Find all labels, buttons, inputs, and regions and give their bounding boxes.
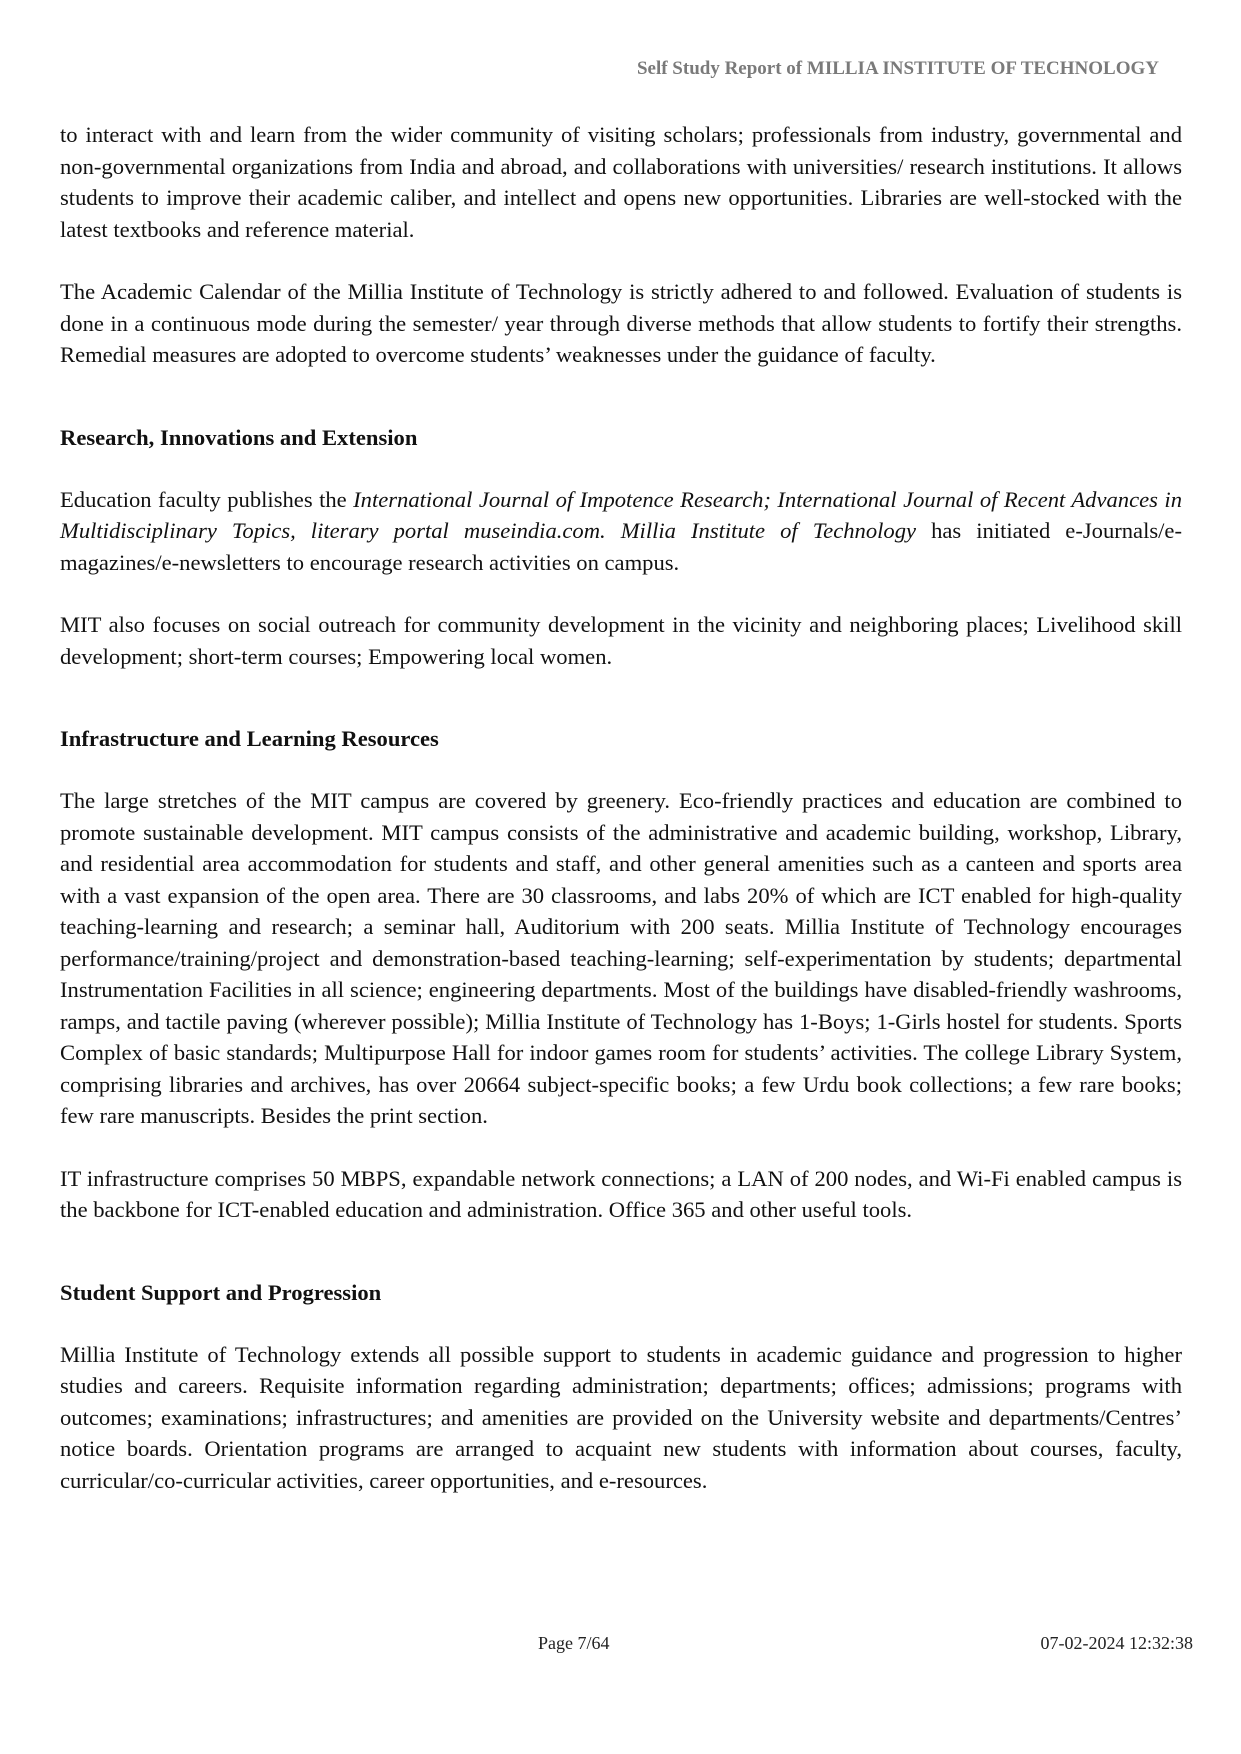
intro-paragraph-2: The Academic Calendar of the Millia Institute of Technology is strictly adhered to and followed. Evaluation of students is done in a continuous mode during the semester/ year through diverse methods that allow students to fortify their strengths. Remedial measures are adopted to overcome students’ weaknesses under the guidance of faculty.: [60, 279, 1182, 367]
student-support-paragraph-1: Millia Institute of Technology extends all possible support to students in academic guidance and progression to higher studies and careers. Requisite information regarding administration; departments; offices; admissions; programs with outcomes; examinations; infrastructures; and amenities are provided on the University website and departments/Centres’ notice boards. Orientation programs are arranged to acquaint new students with information about courses, faculty, curricular/co-curricular activities, career opportunities, and e-resources.: [60, 1341, 1182, 1493]
infrastructure-paragraph-2: IT infrastructure comprises 50 MBPS, expandable network connections; a LAN of 200 nodes, and Wi-Fi enabled campus is the backbone for ICT-enabled education and administration. Office 365 and other useful tools.: [60, 1165, 1182, 1222]
research-paragraph-1-tail: has initiated e-Journals/e-magazines/e-newsletters to encourage research activities on campus.: [60, 518, 1182, 575]
page-header-title: Self Study Report of MILLIA INSTITUTE OF TECHNOLOGY: [636, 58, 1159, 79]
research-paragraph-2: MIT also focuses on social outreach for community development in the vicinity and neighboring places; Livelihood skill development; short-term courses; Empowering local women.: [60, 612, 1182, 669]
page-number: Page 7/64: [538, 1633, 610, 1653]
footer-timestamp: 07-02-2024 12:32:38: [1040, 1633, 1193, 1653]
document-body: [60, 119, 1182, 1496]
research-paragraph-1-lead: Education faculty publishes the: [60, 486, 354, 512]
infrastructure-paragraph-1: The large stretches of the MIT campus are covered by greenery. Eco-friendly practices and education are combined to promote sustainable development. MIT campus consists of the administrative and academic building, workshop, Library, and residential area accommodation for students and staff, and other general amenities such as a canteen and sports area with a vast expansion of the open area. There are 30 classrooms, and labs 20% of which are ICT enabled for high-quality teaching-learning and research; a seminar hall, Auditorium with 200 seats. Millia Institute of Technology encourages performance/training/project and demonstration-based teaching-learning; self-experimentation by students; departmental Instrumentation Facilities in all science; engineering departments. Most of the buildings have disabled-friendly washrooms, ramps, and tactile paving (wherever possible); Millia Institute of Technology has 1-Boys; 1-Girls hostel for students. Sports Complex of basic standards; Multipurpose Hall for indoor games room for students’ activities. The college Library System, comprising libraries and archives, has over 20664 subject-specific books; a few Urdu book collections; a few rare books; few rare manuscripts. Besides the print section.: [60, 788, 1182, 1128]
section-heading-infrastructure: Infrastructure and Learning Resources: [60, 726, 439, 751]
section-heading-student-support: Student Support and Progression: [60, 1279, 382, 1305]
intro-paragraph-1: to interact with and learn from the wider community of visiting scholars; professionals from industry, governmental and non-governmental organizations from India and abroad, and collaborations with universities/ research institutions. It allows students to improve their academic caliber, and intellect and opens new opportunities. Libraries are well-stocked with the latest textbooks and reference material.: [60, 122, 1182, 242]
section-heading-research: Research, Innovations and Extension: [60, 424, 418, 450]
journal-titles: International Journal of Impotence Research; International Journal of Recent Advances in Multidisciplinary Topics, literary portal museindia.com. Millia Institute of Technology: [60, 486, 1182, 543]
research-paragraph-1: [60, 484, 1182, 579]
